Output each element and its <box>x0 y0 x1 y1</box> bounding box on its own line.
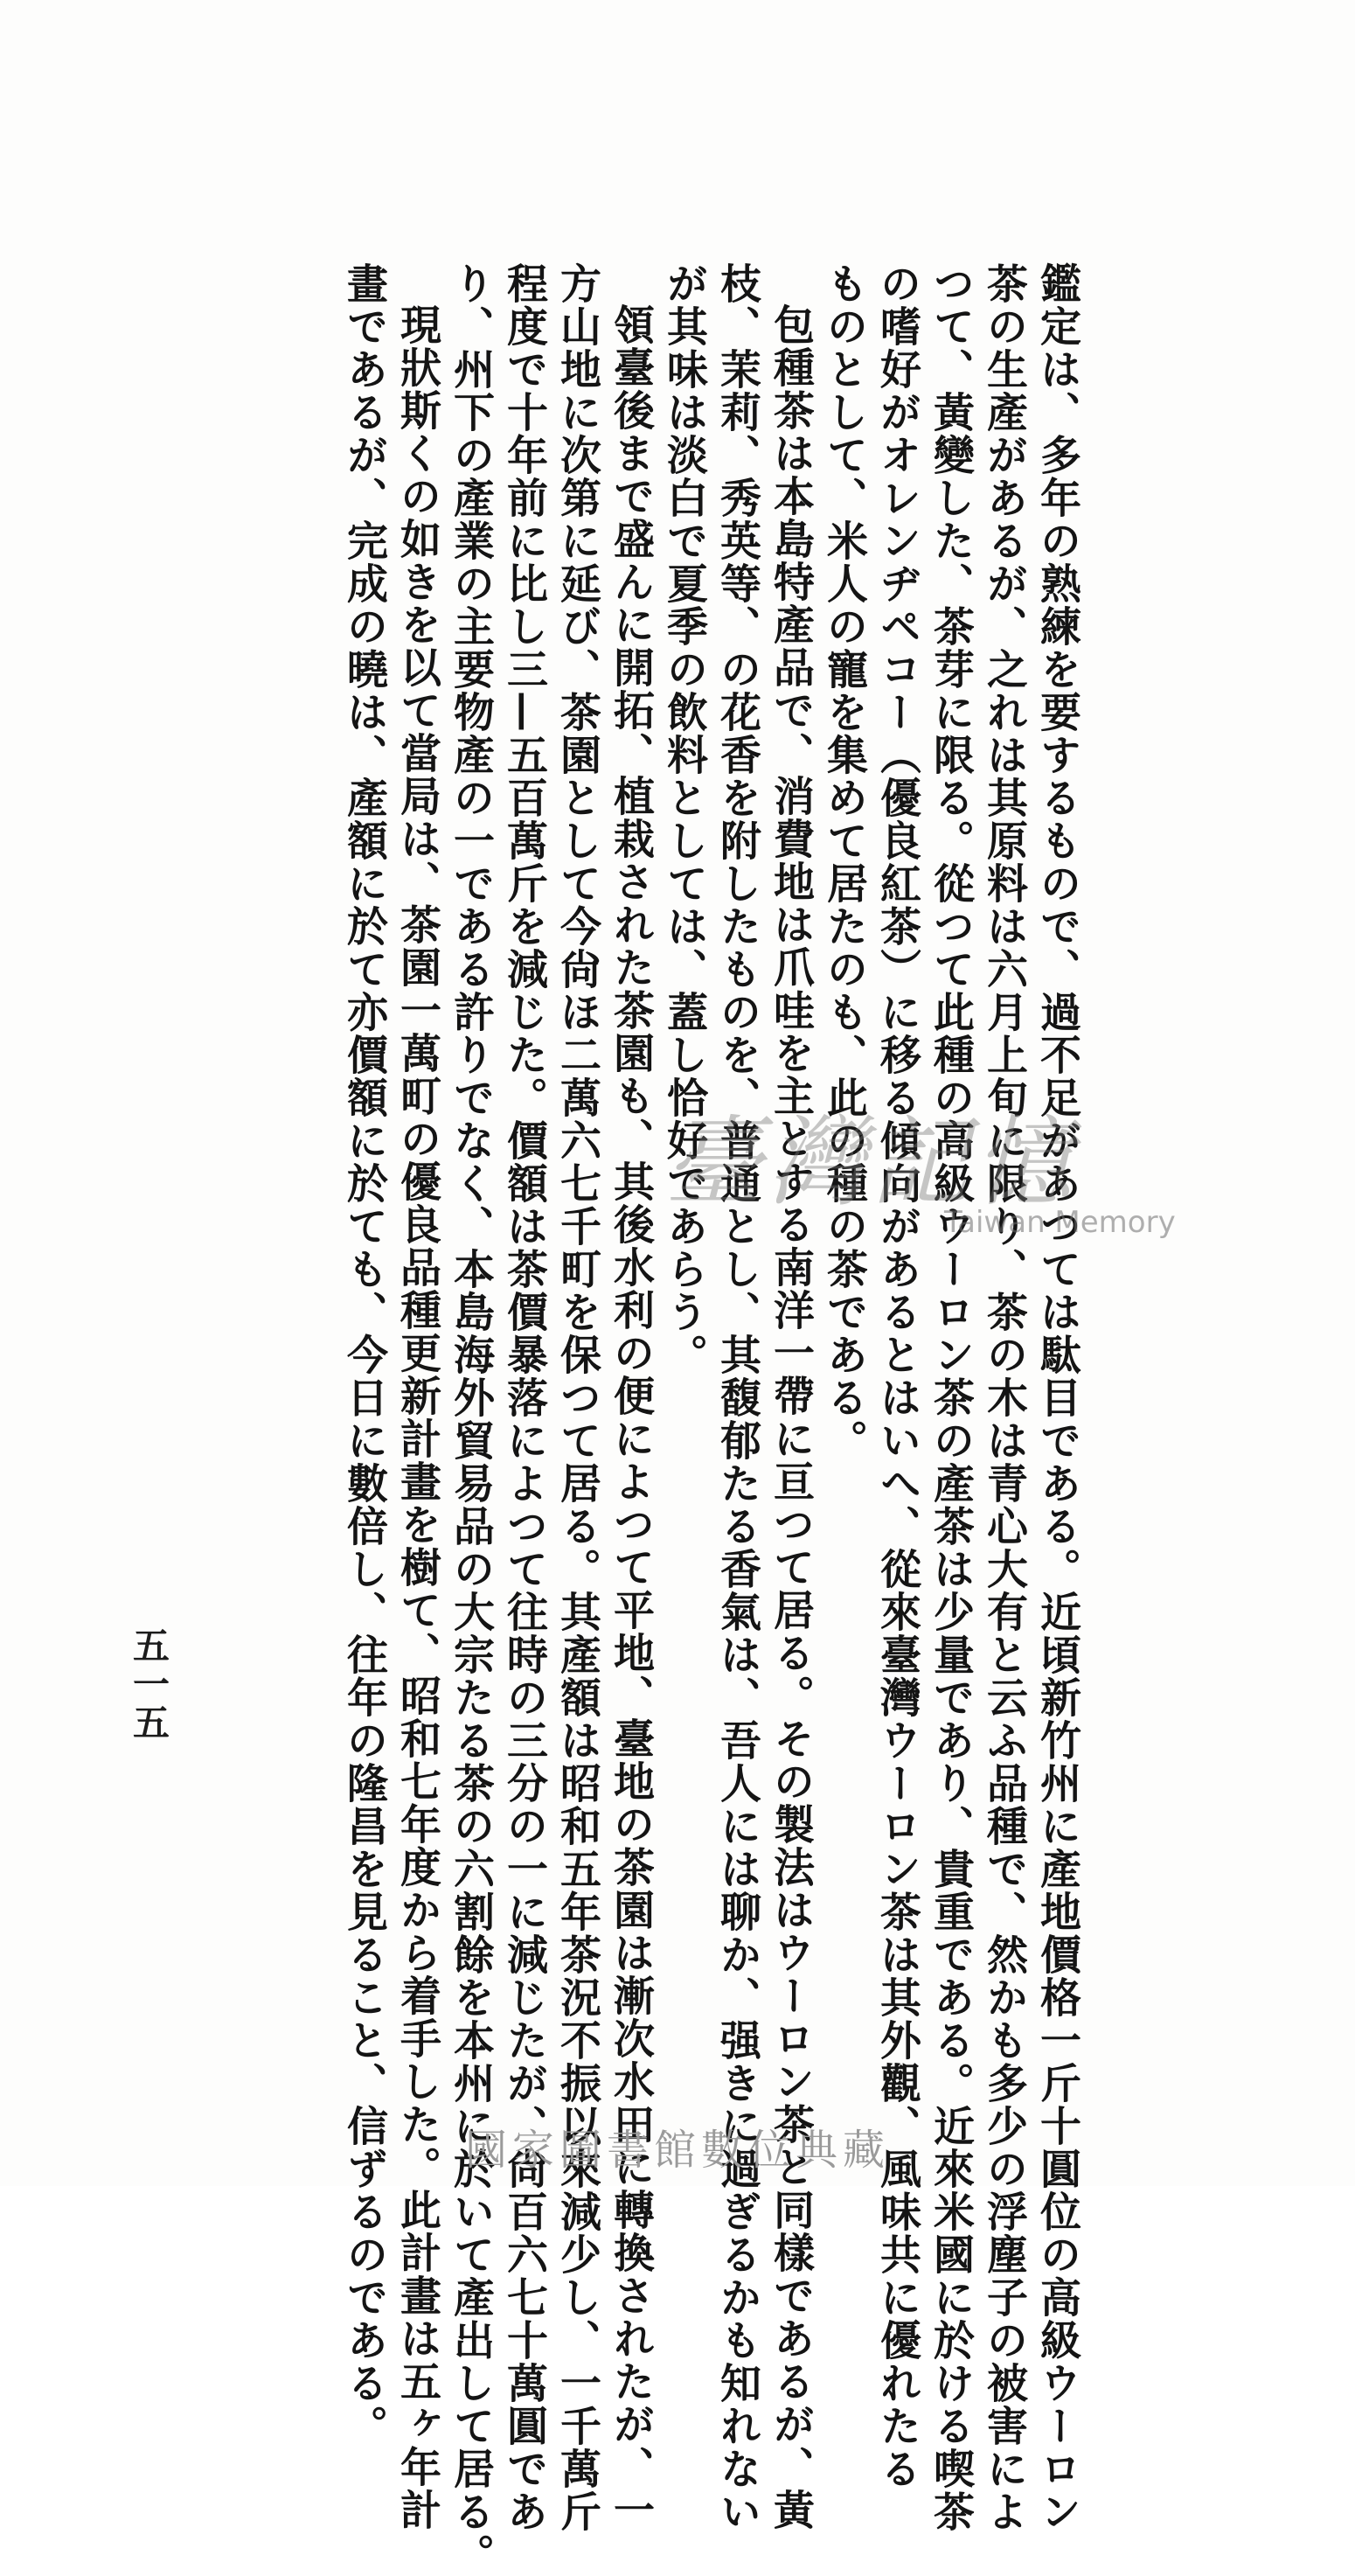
text-line: つて、黃變した、茶芽に限る。從つて此種の高級ウーロン茶の產茶は少量であり、貴重である。近來米國に於ける喫茶 <box>927 262 975 2533</box>
text-line: 枝、茉莉、秀英等、の花香を附したものを、普通とし、其馥郁たる香氣は、吾人には聊か、强きに過ぎるかも知れない <box>713 262 761 2533</box>
text-line: 現狀斯くの如きを以て當局は、茶園一萬町の優良品種更新計畫を樹て、昭和七年度から着手した。此計畫は五ヶ年計 <box>393 303 441 2531</box>
page-number: 五一五 <box>128 1626 170 1742</box>
watermark-title: 臺灣記憶 <box>664 1106 1077 1220</box>
archive-footer-label: 國家圖書館數位典藏 <box>464 2126 890 2175</box>
text-line: り、州下の產業の主要物產の一である許りでなく、本島海外貿易品の大宗たる茶の六割餘を本州に於いて產出して居る。 <box>447 262 495 2576</box>
text-line: 方山地に次第に延び、茶園として今尙ほ二萬六七千町を保つて居る。其產額は昭和五年茶況不振以來減少し、一千萬斤 <box>553 262 601 2533</box>
text-line: の嗜好がオレンヂペコー（優良紅茶）に移る傾向があるとはいへ、從來臺灣ウーロン茶は其外觀、風味共に優れたる <box>873 262 921 2490</box>
text-line: 領臺後まで盛んに開拓、植栽された茶園も、其後水利の便によつて平地、臺地の茶園は漸次水田に轉換されたが、一 <box>607 303 655 2531</box>
watermark-subtitle: Taiwan Memory <box>944 1205 1176 1240</box>
text-line: が其味は淡白で夏季の飲料としては、蓋し恰好であらう。 <box>660 262 708 1376</box>
text-line: 茶の生產があるが、之れは其原料は六月上旬に限り、茶の木は青心大有と云ふ品種で、然かも多少の浮塵子の被害によ <box>980 262 1028 2533</box>
text-line: 程度で十年前に比し三—五百萬斤を減じた。價額は茶價暴落によつて往時の三分の一に減じたが、尙百六七十萬圓であ <box>500 262 548 2533</box>
text-line: 包種茶は本島特產品で、消費地は爪哇を主とする南洋一帶に亘つて居る。その製法はウーロン茶と同樣であるが、黃 <box>767 303 815 2531</box>
text-line: ものとして、米人の寵を集めて居たのも、此の種の茶である。 <box>820 262 868 1462</box>
text-line: 畫であるが、完成の曉は、產額に於て亦價額に於ても、今日に數倍し、往年の隆昌を見ること、信ずるのである。 <box>340 262 388 2447</box>
text-line: 鑑定は、多年の熟練を要するもので、過不足があつては駄目である。近頃新竹州に產地價格一斤十圓位の高級ウーロン <box>1033 262 1081 2533</box>
